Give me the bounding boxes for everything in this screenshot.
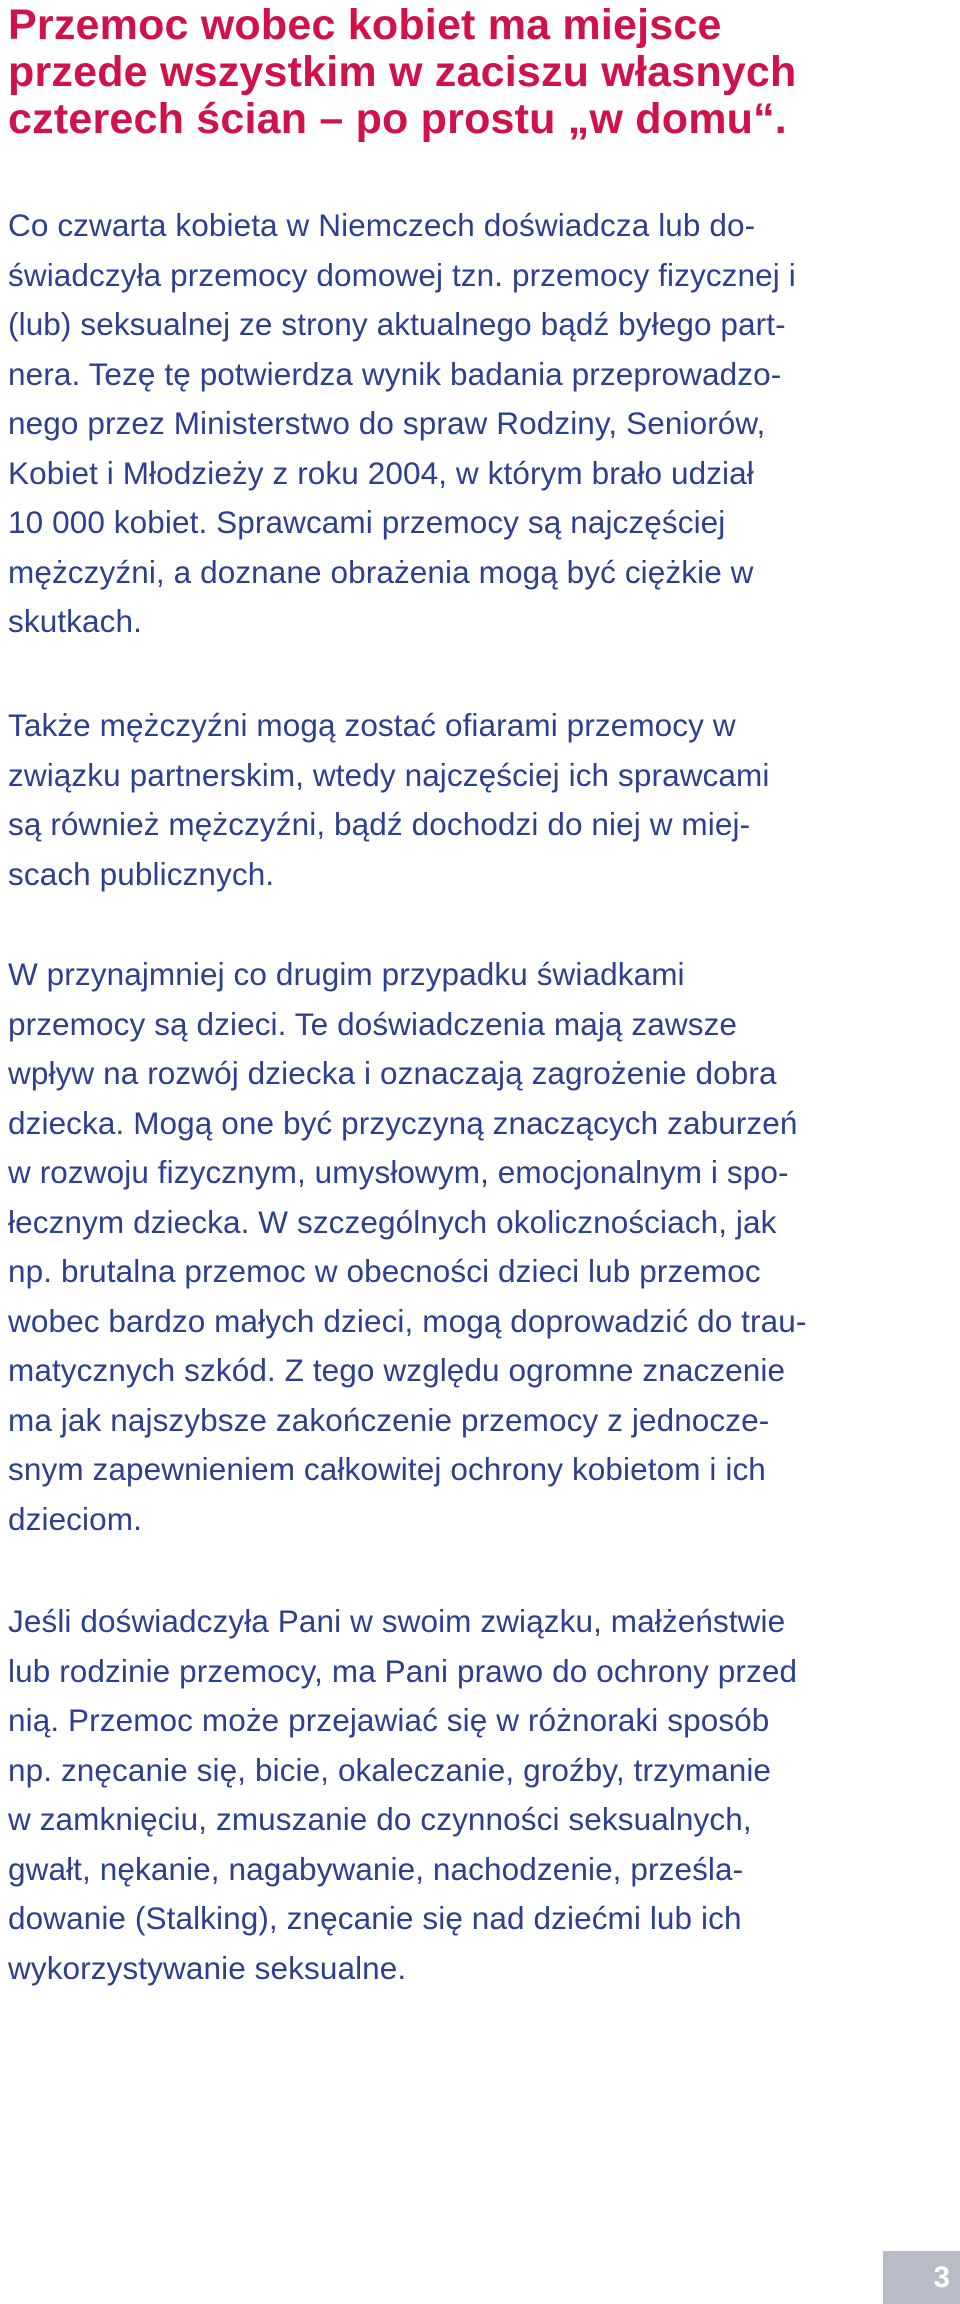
text-line: nera. Tezę tę potwierdza wynik badania przeprowadzo-: [8, 355, 782, 392]
text-line: wykorzystywanie seksualne.: [8, 1949, 407, 1986]
text-line: Co czwarta kobieta w Niemczech doświadcza lub do-: [8, 207, 756, 243]
text-line: matycznych szkód. Z tego względu ogromne znaczenie: [8, 1352, 786, 1388]
text-line: np. brutalna przemoc w obecności dzieci lub przemoc: [8, 1253, 761, 1289]
text-line: w rozwoju fizycznym, umysłowym, emocjonalnym i spo-: [8, 1154, 789, 1190]
text-line: dowanie (Stalking), znęcanie się nad dziećmi lub ich: [8, 1900, 742, 1936]
text-line: wobec bardzo małych dzieci, mogą doprowadzić do trau-: [8, 1302, 807, 1339]
text-line: skutkach.: [8, 603, 142, 639]
text-line: związku partnerskim, wtedy najczęściej ich sprawcami: [8, 756, 770, 793]
paragraph-male-victims: [8, 701, 948, 899]
title-line: przede wszystkim w zaciszu własnych: [8, 48, 797, 96]
text-line: przemocy są dzieci. Te doświadczenia mają zawsze: [8, 1005, 738, 1042]
text-line: świadczyła przemocy domowej tzn. przemocy fizycznej i: [8, 256, 796, 293]
text-line: nego przez Ministerstwo do spraw Rodziny, Seniorów,: [8, 405, 766, 441]
paragraph-children: [8, 950, 948, 1544]
text-line: 10 000 kobiet. Sprawcami przemocy są najczęściej: [8, 504, 726, 540]
text-line: np. znęcanie się, bicie, okaleczanie, groźby, trzymanie: [8, 1751, 772, 1788]
title-line: czterech ścian – po prostu „w domu“.: [8, 95, 787, 143]
title-line: Przemoc wobec kobiet ma miejsce: [8, 1, 722, 49]
text-line: w zamknięciu, zmuszanie do czynności seksualnych,: [8, 1801, 752, 1837]
text-line: scach publicznych.: [8, 855, 275, 892]
page-title: [8, 0, 948, 143]
text-line: są również mężczyźni, bądź dochodzi do niej w miej-: [8, 806, 751, 842]
text-line: dzieciom.: [8, 1500, 142, 1537]
text-line: (lub) seksualnej ze strony aktualnego bądź byłego part-: [8, 306, 786, 342]
text-line: dziecka. Mogą one być przyczyną znaczących zaburzeń: [8, 1104, 798, 1141]
text-line: snym zapewnieniem całkowitej ochrony kobietom i ich: [8, 1451, 766, 1487]
text-line: ma jak najszybsze zakończenie przemocy z jednocze-: [8, 1401, 770, 1438]
text-line: wpływ na rozwój dziecka i oznaczają zagrożenie dobra: [8, 1055, 777, 1091]
text-line: mężczyźni, a doznane obrażenia mogą być ciężkie w: [8, 553, 754, 590]
text-line: W przynajmniej co drugim przypadku świadkami: [8, 956, 685, 992]
paragraph-statistics: [8, 201, 948, 647]
page-number: 3: [883, 2251, 960, 2304]
paragraph-right-to-protection: [8, 1597, 948, 1993]
text-line: Także mężczyźni mogą zostać ofiarami przemocy w: [8, 707, 736, 743]
text-line: Jeśli doświadczyła Pani w swoim związku, małżeństwie: [8, 1603, 786, 1639]
text-line: lub rodzinie przemocy, ma Pani prawo do ochrony przed: [8, 1652, 798, 1689]
text-line: łecznym dziecka. W szczególnych okolicznościach, jak: [8, 1203, 777, 1240]
text-line: Kobiet i Młodzieży z roku 2004, w którym brało udział: [8, 454, 754, 491]
text-line: gwałt, nękanie, nagabywanie, nachodzenie, prześla-: [8, 1850, 744, 1887]
text-line: nią. Przemoc może przejawiać się w różnoraki sposób: [8, 1702, 770, 1738]
